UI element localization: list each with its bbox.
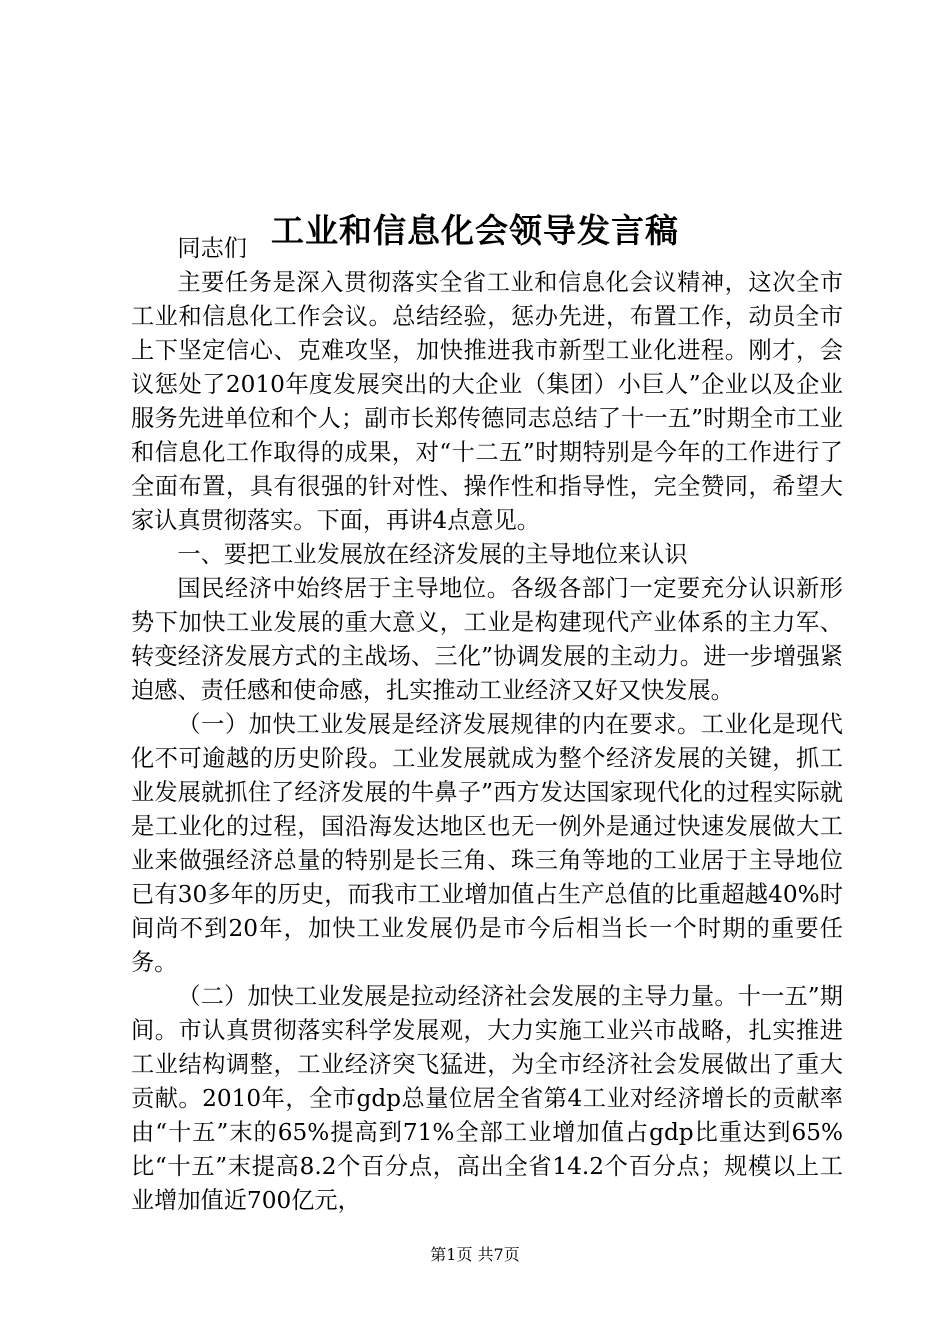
document-title: 工业和信息化会领导发言稿 xyxy=(271,211,679,251)
body-paragraph: 主要任务是深入贯彻落实全省工业和信息化会议精神，这次全市工业和信息化工作会议。总结经验，惩办先进，布置工作，动员全市上下坚定信心、克难攻坚，加快推进我市新型工业化进程。刚才，会议惩处了2010年度发展突出的大企业（集团）小巨人”企业以及企业服务先进单位和个人；副市长郑传德同志总结了十一五”时期全市工业和信息化工作取得的成果，对“十二五”时期特别是今年的工作进行了全面布置，具有很强的针对性、操作性和指导性，完全赞同，希望大家认真贯彻落实。下面，再讲4点意见。 xyxy=(131,269,843,534)
body-paragraph: （一）加快工业发展是经济发展规律的内在要求。工业化是现代化不可逾越的历史阶段。工业发展就成为整个经济发展的关键，抓工业发展就抓住了经济发展的牛鼻子”西方发达国家现代化的过程实际就是工业化的过程，国沿海发达地区也无一例外是通过快速发展做大工业来做强经济总量的特别是长三角、珠三角等地的工业居于主导地位已有30多年的历史，而我市工业增加值占生产总值的比重超越40%时间尚不到20年，加快工业发展仍是市今后相当长一个时期的重要任务。 xyxy=(131,711,843,976)
page-number-footer: 第1页 共7页 xyxy=(430,1245,520,1264)
document-body xyxy=(131,232,843,1218)
section-heading: 一、要把工业发展放在经济发展的主导地位来认识 xyxy=(177,541,688,568)
body-paragraph: （二）加快工业发展是拉动经济社会发展的主导力量。十一五”期间。市认真贯彻落实科学发展观，大力实施工业兴市战略，扎实推进工业结构调整，工业经济突飞猛进，为全市经济社会发展做出了重大贡献。2010年，全市gdp总量位居全省第4工业对经济增长的贡献率由“十五”末的65%提高到71%全部工业增加值占gdp比重达到65%比“十五”末提高8.2个百分点，高出全省14.2个百分点；规模以上工业增加值近700亿元， xyxy=(131,983,843,1214)
body-paragraph: 国民经济中始终居于主导地位。各级各部门一定要充分认识新形势下加快工业发展的重大意义，工业是构建现代产业体系的主力军、转变经济发展方式的主战场、三化”协调发展的主动力。进一步增强紧迫感、责任感和使命感，扎实推动工业经济又好又快发展。 xyxy=(131,575,843,704)
salutation-paragraph: 同志们 xyxy=(177,235,247,262)
